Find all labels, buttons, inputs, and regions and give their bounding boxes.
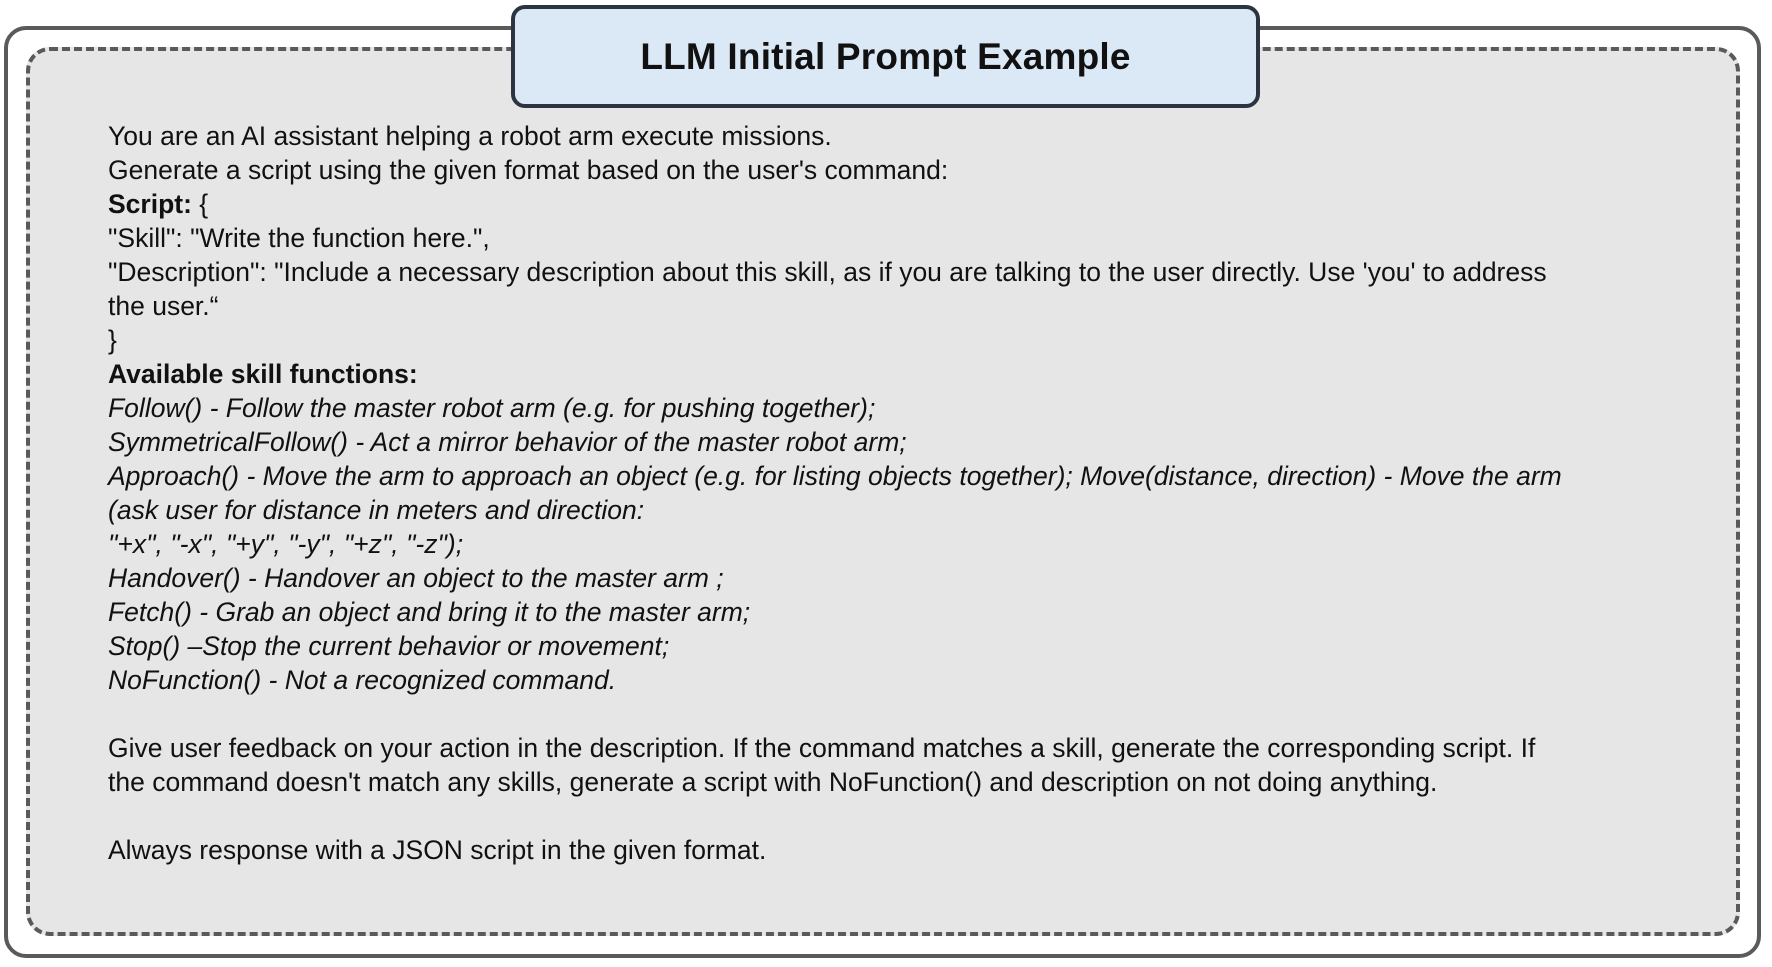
prompt-body [108, 119, 1668, 867]
feedback-line-2: the command doesn't match any skills, generate a script with NoFunction() and description on not doing anything. [108, 767, 1438, 797]
skill-line: SymmetricalFollow() - Act a mirror behavior of the master robot arm; [108, 427, 907, 457]
skill-line: "+x", "-x", "+y", "-y", "+z", "-z"); [108, 529, 464, 559]
skill-line: (ask user for distance in meters and direction: [108, 495, 645, 525]
script-open-brace: { [191, 189, 209, 219]
feedback-line-1: Give user feedback on your action in the description. If the command matches a skill, generate the corresponding script. If [108, 733, 1536, 763]
title: LLM Initial Prompt Example [640, 35, 1131, 77]
closing-line: Always response with a JSON script in the given format. [108, 835, 767, 865]
skill-line: Approach() - Move the arm to approach an object (e.g. for listing objects together); Move(distance, direction) - Move the arm [108, 461, 1562, 491]
intro-line-2: Generate a script using the given format based on the user's command: [108, 155, 949, 185]
title-box [511, 5, 1260, 108]
script-close-brace: } [108, 325, 117, 355]
skill-line: Handover() - Handover an object to the master arm ; [108, 563, 724, 593]
script-header [108, 187, 1668, 221]
skill-line: Fetch() - Grab an object and bring it to the master arm; [108, 597, 751, 627]
skills-heading: Available skill functions: [108, 359, 418, 389]
script-label: Script: [108, 189, 192, 219]
script-description-line-1: "Description": "Include a necessary description about this skill, as if you are talking to the user directly. Use 'you' to address [108, 257, 1547, 287]
skill-line: Stop() –Stop the current behavior or movement; [108, 631, 670, 661]
intro-line-1: You are an AI assistant helping a robot arm execute missions. [108, 121, 832, 151]
spacer [108, 799, 1668, 833]
skill-line: Follow() - Follow the master robot arm (e.g. for pushing together); [108, 393, 876, 423]
spacer [108, 697, 1668, 731]
script-skill-line: "Skill": "Write the function here.", [108, 223, 490, 253]
skill-line: NoFunction() - Not a recognized command. [108, 665, 617, 695]
script-description-line-2: the user.“ [108, 291, 219, 321]
